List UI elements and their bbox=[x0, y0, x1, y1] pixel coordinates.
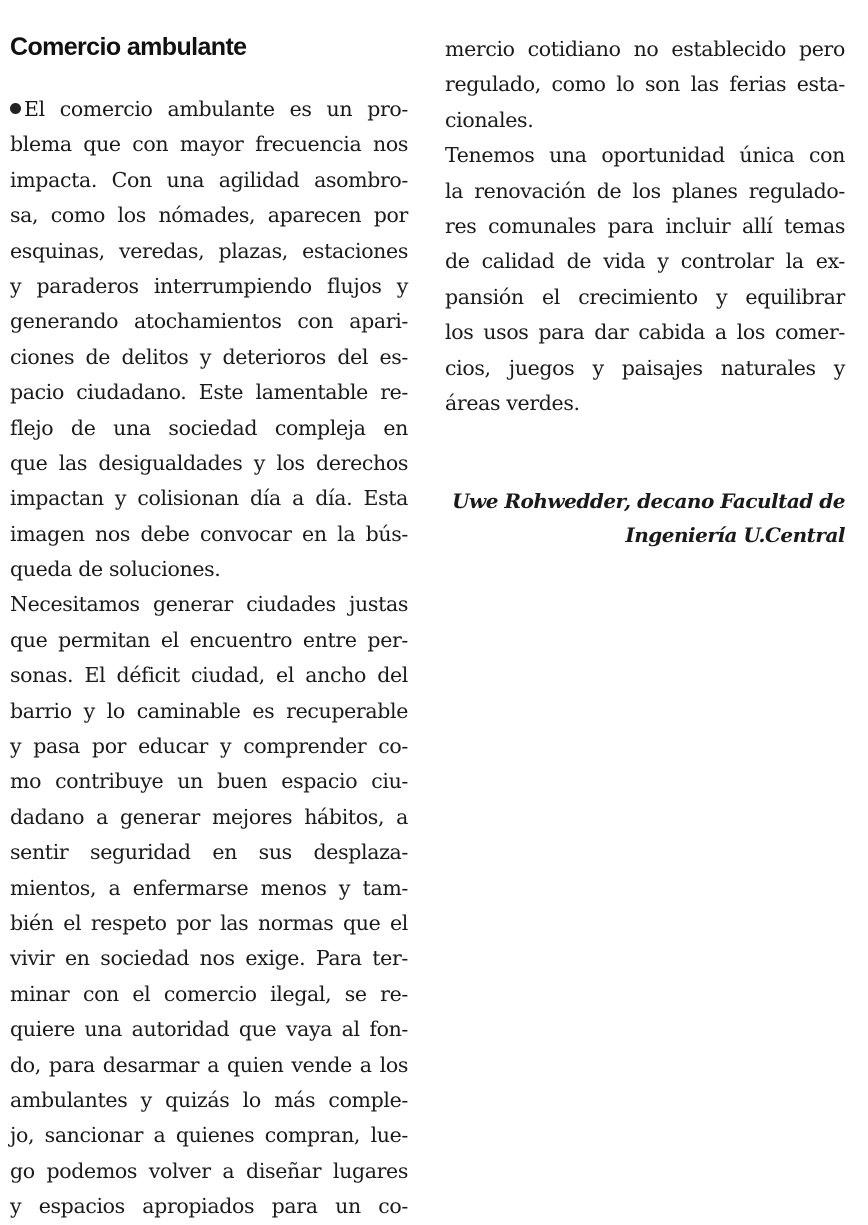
left-column-text bbox=[10, 92, 408, 1225]
text-line: blema que con mayor frecuencia nos bbox=[10, 132, 408, 157]
text-line: la renovación de los planes regulado- bbox=[445, 178, 845, 203]
text-line: go podemos volver a diseñar lugares bbox=[10, 1158, 408, 1183]
text-line: quiere una autoridad que vaya al fon- bbox=[10, 1017, 408, 1042]
text-line: Necesitamos generar ciudades justas bbox=[10, 592, 408, 617]
text-line: mientos, a enfermarse menos y tam- bbox=[10, 875, 408, 900]
text-line: bién el respeto por las normas que el bbox=[10, 910, 408, 935]
text-line: cionales. bbox=[445, 107, 534, 132]
text-line: impactan y colisionan día a día. Esta bbox=[10, 486, 408, 511]
text-line: pacio ciudadano. Este lamentable re- bbox=[10, 380, 408, 405]
right-column-text bbox=[445, 32, 845, 421]
author-name-line: Uwe Rohwedder, decano Facultad de bbox=[452, 489, 845, 514]
text-line: áreas verdes. bbox=[445, 390, 580, 415]
bullet-icon bbox=[10, 103, 21, 114]
author-affiliation-line: Ingeniería U.Central bbox=[625, 523, 845, 548]
text-line: que las desigualdades y los derechos bbox=[10, 450, 408, 475]
text-line: cios, juegos y paisajes naturales y bbox=[445, 355, 845, 380]
text-line: que permitan el encuentro entre per- bbox=[10, 627, 408, 652]
text-line: sonas. El déficit ciudad, el ancho del bbox=[10, 663, 408, 688]
text-line: de calidad de vida y controlar la ex- bbox=[445, 249, 845, 274]
text-line: sa, como los nómades, aparecen por bbox=[10, 203, 408, 228]
text-line: esquinas, veredas, plazas, estaciones bbox=[10, 238, 408, 263]
text-line: queda de soluciones. bbox=[10, 557, 221, 582]
text-line: los usos para dar cabida a los comer- bbox=[445, 320, 845, 345]
text-line: dadano a generar mejores hábitos, a bbox=[10, 804, 408, 829]
text-line: generando atochamientos con apari- bbox=[10, 309, 408, 334]
right-column bbox=[445, 32, 845, 552]
author-signature bbox=[445, 484, 845, 552]
text-line: minar con el comercio ilegal, se re- bbox=[10, 981, 408, 1006]
text-line: jo, sancionar a quienes compran, lue- bbox=[10, 1123, 408, 1148]
article-title: Comercio ambulante bbox=[10, 33, 247, 61]
text-line: flejo de una sociedad compleja en bbox=[10, 415, 408, 440]
text-line: pansión el crecimiento y equilibrar bbox=[445, 284, 845, 309]
text-line: ciones de delitos y deterioros del es- bbox=[10, 344, 408, 369]
text-line: sentir seguridad en sus desplaza- bbox=[10, 840, 408, 865]
text-line: res comunales para incluir allí temas bbox=[445, 213, 845, 238]
text-line: y paraderos interrumpiendo flujos y bbox=[10, 273, 408, 298]
text-line: y espacios apropiados para un co- bbox=[10, 1194, 408, 1219]
text-line: Tenemos una oportunidad única con bbox=[445, 143, 845, 168]
text-line: El comercio ambulante es un pro- bbox=[10, 92, 408, 127]
text-line: mo contribuye un buen espacio ciu- bbox=[10, 769, 408, 794]
text-line: mercio cotidiano no establecido pero bbox=[445, 37, 845, 61]
left-column bbox=[10, 32, 408, 1225]
text-line: vivir en sociedad nos exige. Para ter- bbox=[10, 946, 408, 971]
text-line: ambulantes y quizás lo más comple- bbox=[10, 1087, 408, 1112]
text-line: imagen nos debe convocar en la bús- bbox=[10, 521, 408, 546]
text-line: do, para desarmar a quien vende a los bbox=[10, 1052, 408, 1077]
text-line: regulado, como lo son las ferias esta- bbox=[445, 72, 845, 97]
text-line: impacta. Con una agilidad asombro- bbox=[10, 167, 408, 192]
text-line: y pasa por educar y comprender co- bbox=[10, 734, 408, 759]
text-line: barrio y lo caminable es recuperable bbox=[10, 698, 408, 723]
